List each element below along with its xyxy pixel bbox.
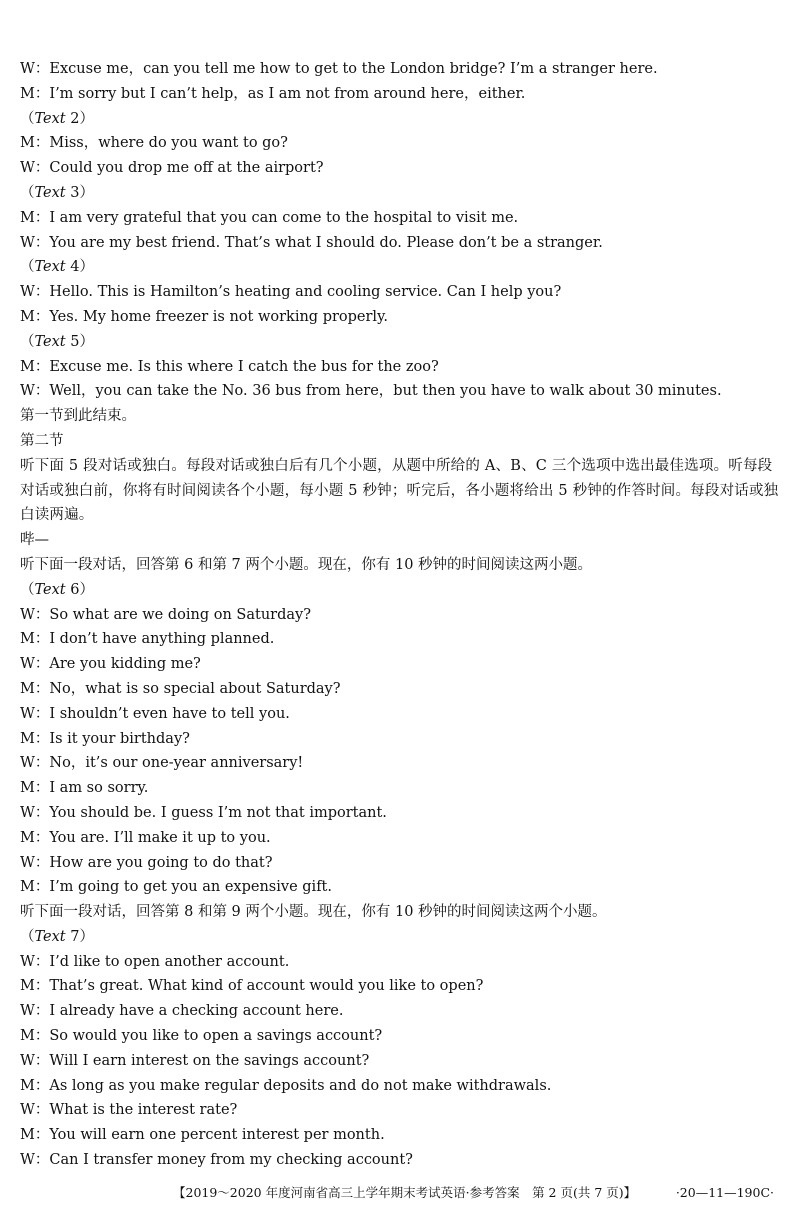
text-section-label — [20, 107, 780, 132]
dialogue-line: W：I shouldn’t even have to tell you. — [20, 705, 290, 722]
dialogue-line: W：Hello. This is Hamilton’s heating and cooling service. Can I help you? — [20, 284, 562, 301]
dialogue-line: 听下面一段对话，回答第 6 和第 7 两个小题。现在，你有 10 秒钟的时间阅读这两小题。 — [20, 556, 593, 573]
dialogue-line: W：Are you kidding me? — [20, 656, 201, 673]
instruction-paragraph: 听下面 5 段对话或独白。每段对话或独白后有几个小题，从题中所给的 A、B、C 三个选项中选出最佳选项。听每段对话或独白前，你将有时间阅读各个小题，每小题 5 秒钟；听完后，各小题将给出 5 秒钟的作答时间。每段对话或独白读两遍。 — [20, 457, 779, 524]
dialogue-line: M：I don’t have anything planned. — [20, 631, 275, 648]
dialogue-line: M：Excuse me. Is this where I catch the bus for the zoo? — [20, 358, 439, 375]
dialogue-line: W：You should be. I guess I’m not that important. — [20, 804, 387, 821]
label-number: 2） — [65, 110, 94, 127]
dialogue-line: M：I am so sorry. — [20, 780, 149, 797]
dialogue-line: W：Will I earn interest on the savings account? — [20, 1052, 370, 1069]
text-section-label — [20, 255, 780, 280]
label-number: 4） — [65, 259, 94, 276]
document-body — [20, 57, 780, 1173]
dialogue-line: W：You are my best friend. That’s what I should do. Please don’t be a stranger. — [20, 234, 603, 251]
dialogue-line: W：No，it’s our one-year anniversary! — [20, 755, 304, 772]
label-word: Text — [34, 110, 66, 127]
dialogue-line: W：What is the interest rate? — [20, 1102, 238, 1119]
dialogue-line: M：Yes. My home freezer is not working properly. — [20, 308, 388, 325]
text-section-label — [20, 925, 780, 950]
label-open: （ — [20, 184, 35, 201]
footer-code: ·20—11—190C· — [675, 1185, 774, 1200]
dialogue-line: 哔— — [20, 532, 49, 549]
dialogue-line: 第一节到此结束。 — [20, 408, 136, 425]
text-section-label — [20, 578, 780, 603]
label-word: Text — [34, 928, 66, 945]
dialogue-line: W：I already have a checking account here. — [20, 1003, 344, 1020]
dialogue-line: W：Well，you can take the No. 36 bus from here，but then you have to walk about 30 minutes. — [20, 383, 722, 400]
dialogue-line: W：Can I transfer money from my checking account? — [20, 1152, 413, 1169]
dialogue-line: M：You will earn one percent interest per month. — [20, 1127, 385, 1144]
label-open: （ — [20, 581, 35, 598]
text-section-label — [20, 181, 780, 206]
dialogue-line: M：That’s great. What kind of account would you like to open? — [20, 978, 484, 995]
dialogue-line: M：Is it your birthday? — [20, 730, 190, 747]
dialogue-line: M：I am very grateful that you can come to the hospital to visit me. — [20, 209, 519, 226]
page-footer — [173, 1183, 774, 1203]
dialogue-line: M：So would you like to open a savings account? — [20, 1028, 383, 1045]
dialogue-line: M：No，what is so special about Saturday? — [20, 680, 341, 697]
dialogue-line: 听下面一段对话，回答第 8 和第 9 两个小题。现在，你有 10 秒钟的时间阅读这两个小题。 — [20, 904, 607, 921]
text-section-label — [20, 330, 780, 355]
label-number: 6） — [65, 581, 94, 598]
dialogue-line: W：Could you drop me off at the airport? — [20, 160, 324, 177]
label-number: 5） — [65, 333, 94, 350]
label-word: Text — [34, 259, 66, 276]
label-word: Text — [34, 581, 66, 598]
label-word: Text — [34, 184, 66, 201]
label-open: （ — [20, 928, 35, 945]
dialogue-line: M：I’m sorry but I can’t help，as I am not from around here，either. — [20, 85, 526, 102]
label-word: Text — [34, 333, 66, 350]
dialogue-line: M：Miss，where do you want to go? — [20, 135, 288, 152]
footer-title: 【2019～2020 年度河南省高三上学年期末考试英语·参考答案 第 2 页(共 7 页)】 — [173, 1185, 637, 1200]
dialogue-line: W：How are you going to do that? — [20, 854, 273, 871]
label-open: （ — [20, 259, 35, 276]
label-number: 7） — [65, 928, 94, 945]
label-open: （ — [20, 110, 35, 127]
dialogue-line: M：I’m going to get you an expensive gift. — [20, 879, 332, 896]
dialogue-line: W：So what are we doing on Saturday? — [20, 606, 311, 623]
dialogue-line: M：As long as you make regular deposits and do not make withdrawals. — [20, 1077, 552, 1094]
label-open: （ — [20, 333, 35, 350]
dialogue-line: 第二节 — [20, 432, 64, 449]
dialogue-line: W：I’d like to open another account. — [20, 953, 290, 970]
dialogue-line: W：Excuse me，can you tell me how to get to the London bridge? I’m a stranger here. — [20, 61, 658, 77]
dialogue-line: M：You are. I’ll make it up to you. — [20, 829, 271, 846]
label-number: 3） — [65, 184, 94, 201]
